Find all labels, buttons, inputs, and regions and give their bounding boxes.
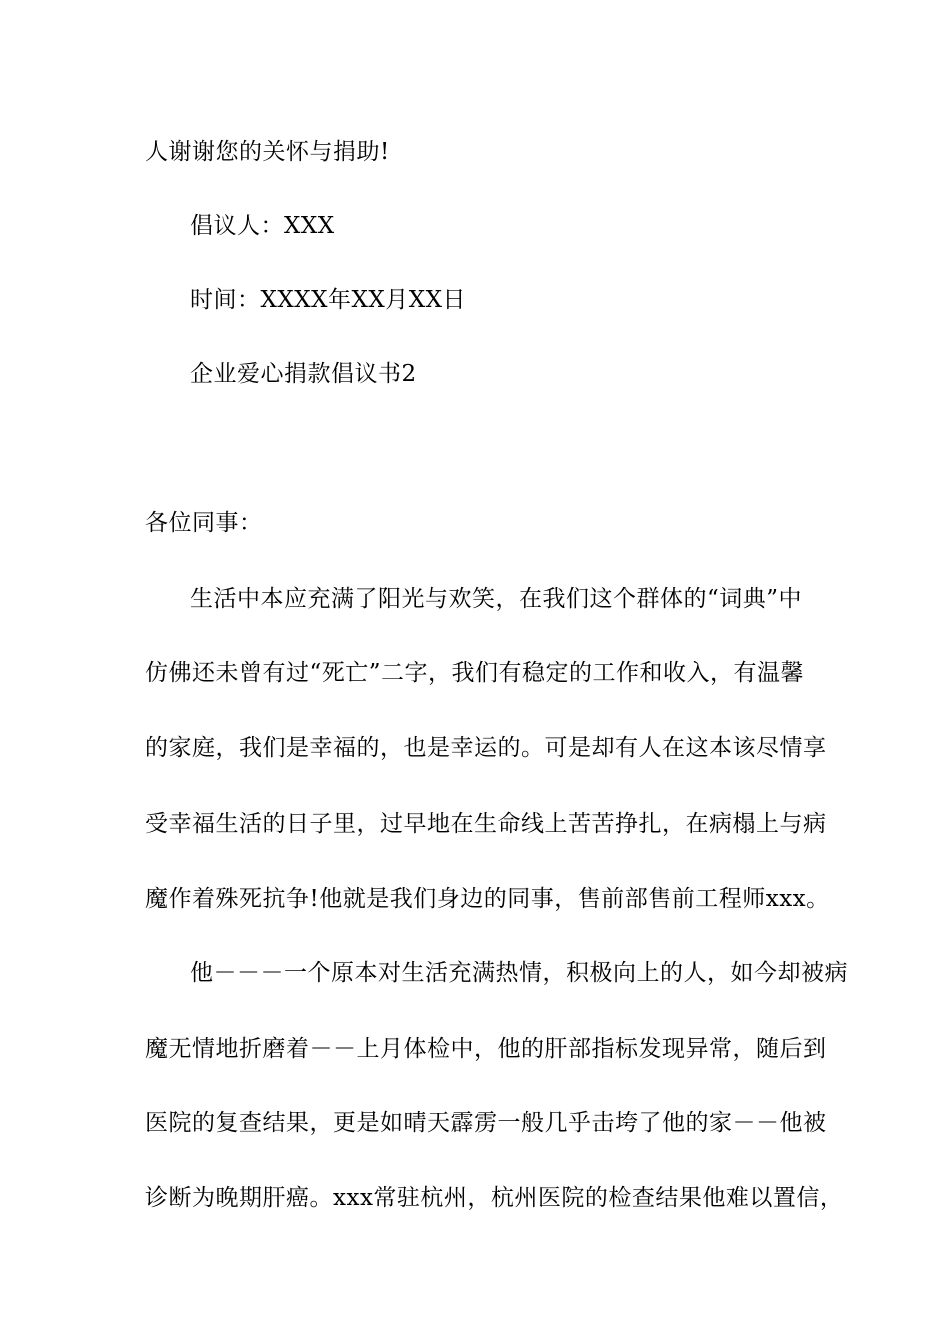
salutation: 各位同事： (145, 510, 263, 536)
paragraph-line: 魔作着殊死抗争!他就是我们身边的同事，售前部售前工程师xxx。 (145, 886, 830, 912)
section-title: 企业爱心捐款倡议书2 (190, 361, 417, 387)
paragraph-line: 仿佛还未曾有过“死亡”二字，我们有稳定的工作和收入，有温馨 (145, 660, 805, 686)
paragraph-line: 人谢谢您的关怀与捐助! (145, 139, 390, 165)
paragraph-line: 诊断为晚期肝癌。xxx常驻杭州，杭州医院的检查结果他难以置信， (145, 1185, 844, 1211)
paragraph-line: 受幸福生活的日子里，过早地在生命线上苦苦挣扎，在病榻上与病 (145, 811, 827, 837)
paragraph-line: 医院的复查结果，更是如晴天霹雳一般几乎击垮了他的家－－他被 (145, 1110, 827, 1136)
paragraph-line: 生活中本应充满了阳光与欢笑，在我们这个群体的“词典”中 (190, 586, 803, 612)
paragraph-line: 魔无情地折磨着－－上月体检中，他的肝部指标发现异常，随后到 (145, 1036, 827, 1062)
paragraph-line: 他－－－一个原本对生活充满热情，积极向上的人，如今却被病 (190, 960, 848, 986)
proposer-line: 倡议人：XXX (190, 213, 335, 239)
paragraph-line: 的家庭，我们是幸福的，也是幸运的。可是却有人在这本该尽情享 (145, 735, 827, 761)
date-line: 时间：XXXX年XX月XX日 (190, 287, 466, 313)
